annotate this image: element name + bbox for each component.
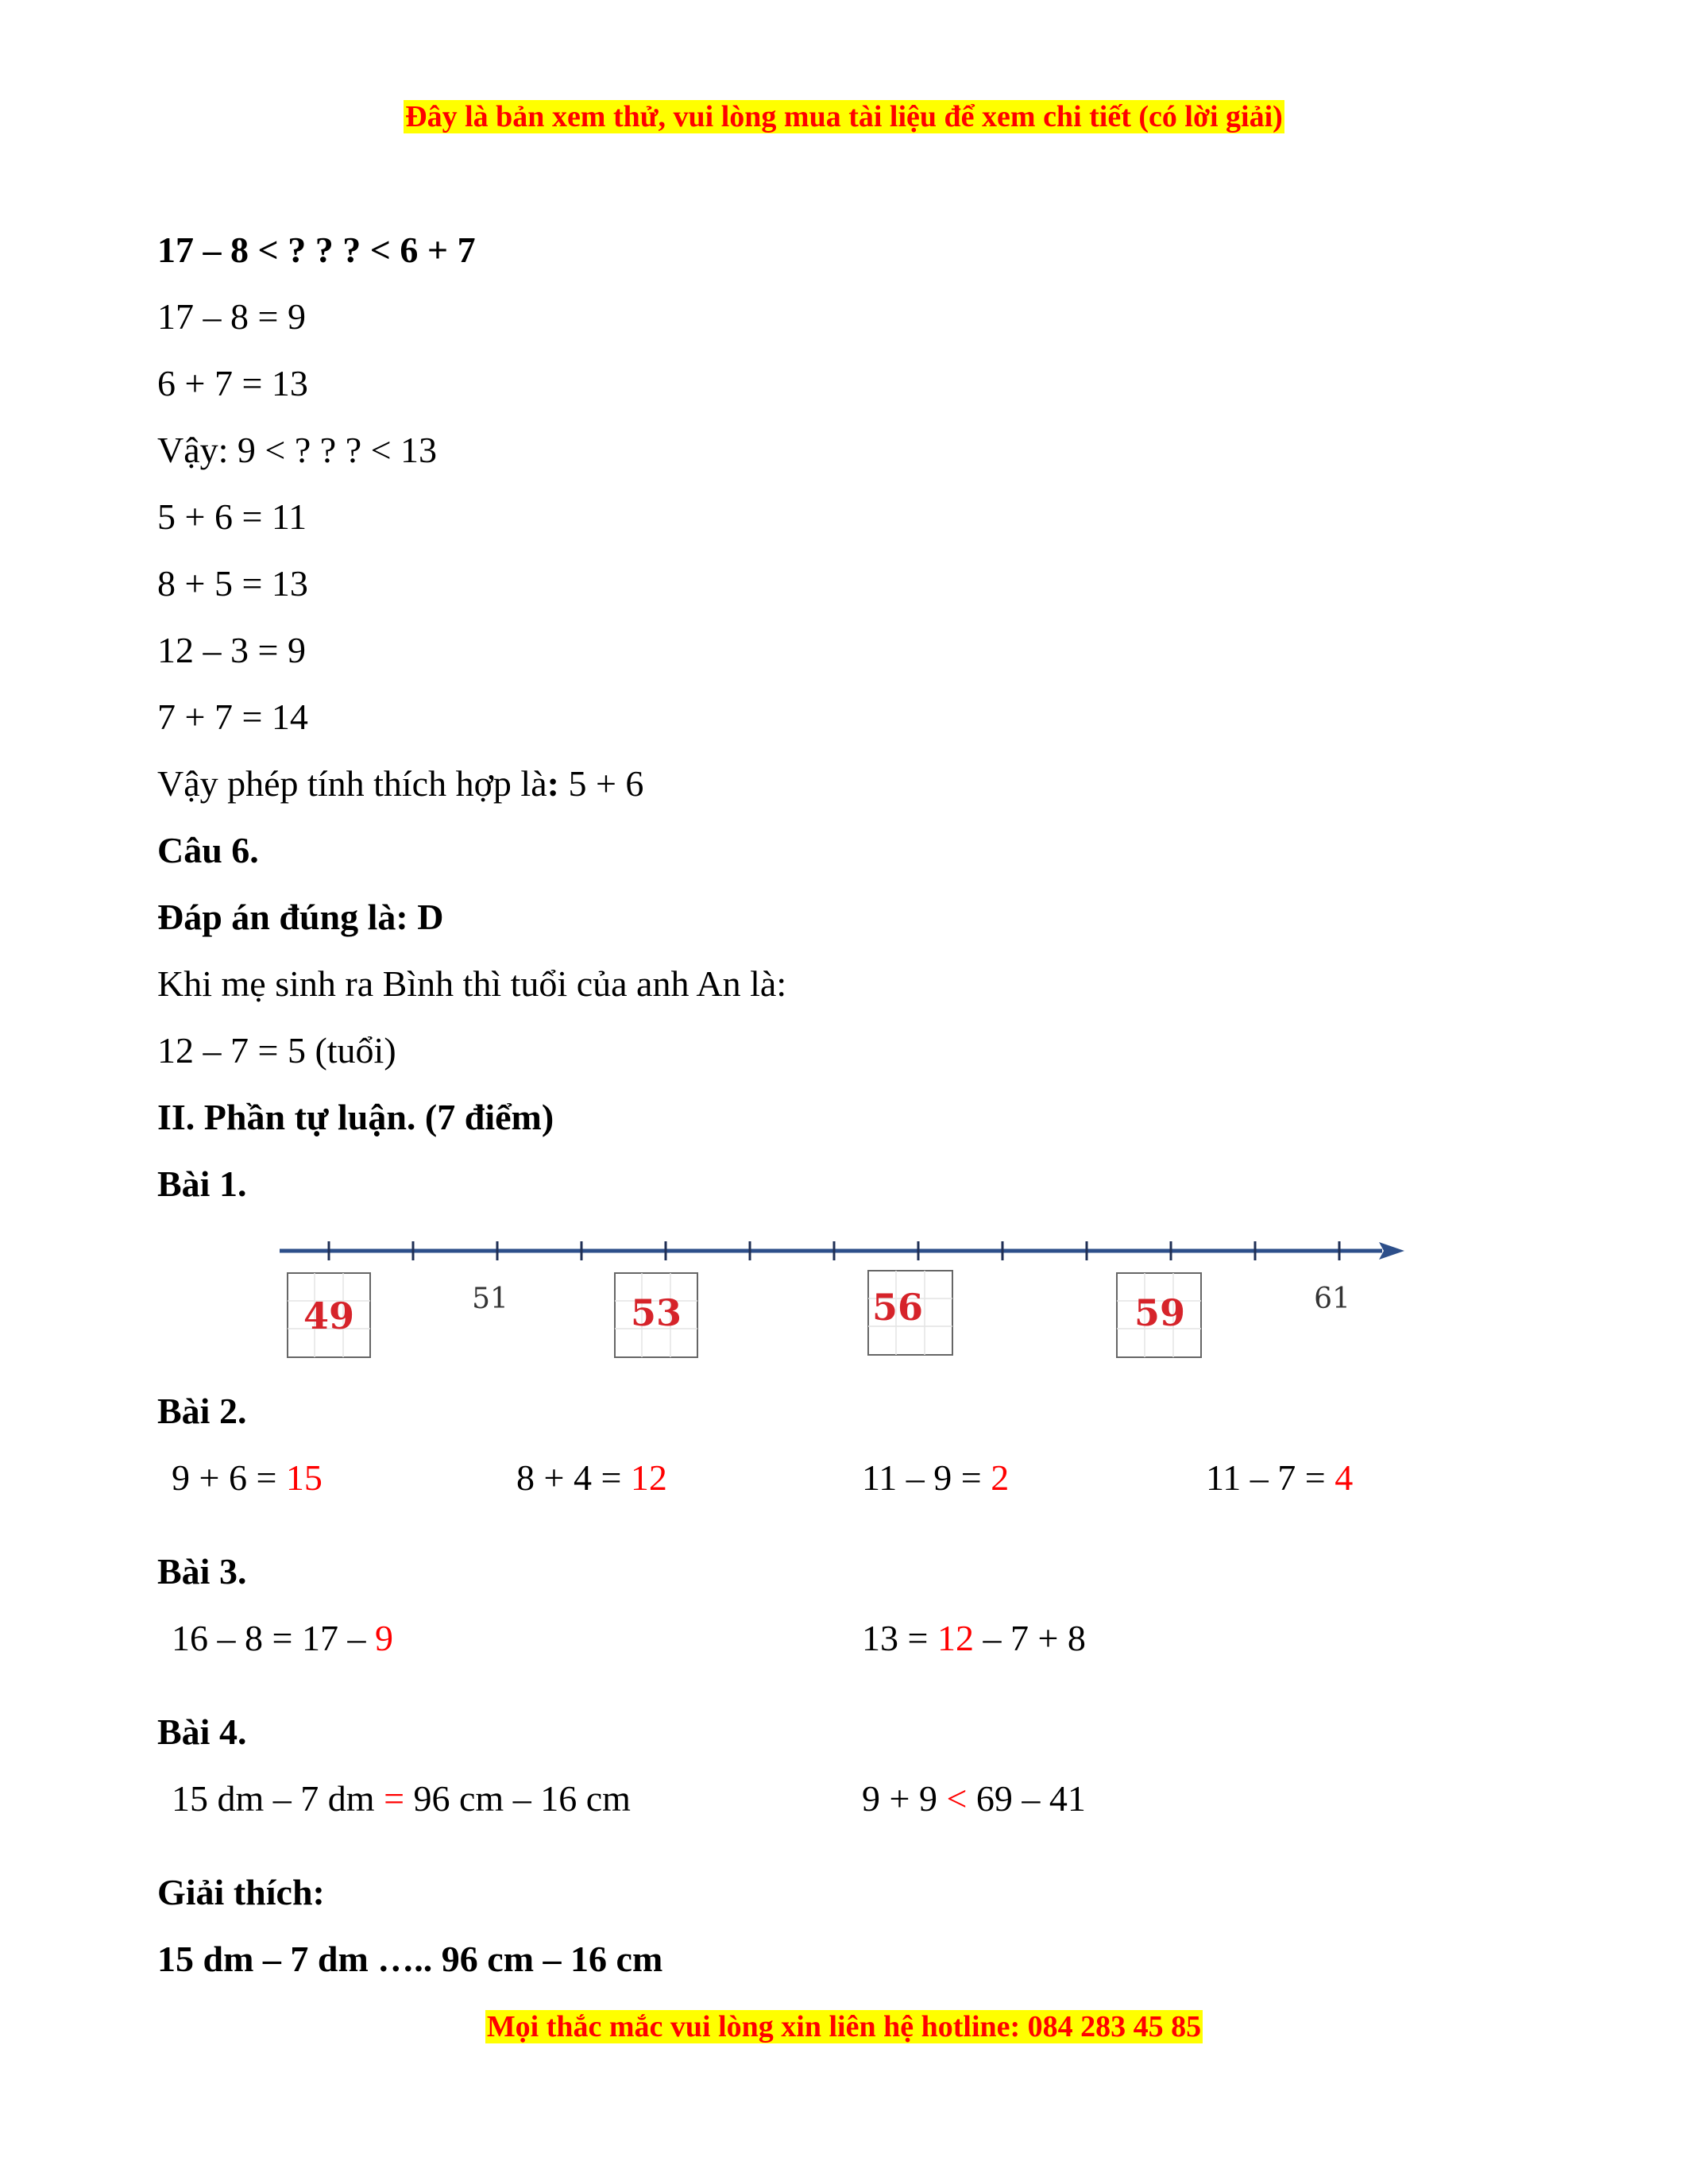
bai2-answer-3: 2 xyxy=(991,1457,1010,1498)
bai2-answer-1: 15 xyxy=(285,1457,323,1498)
giai-thich-line: 15 dm – 7 dm ….. 96 cm – 16 cm xyxy=(157,1939,663,1979)
bai3-left xyxy=(172,1617,393,1660)
calc-line-6: 12 – 3 = 9 xyxy=(157,630,306,670)
question-line: 17 – 8 < ? ? ? < 6 + 7 xyxy=(157,230,476,270)
part2-title: II. Phần tự luận. (7 điểm) xyxy=(157,1097,554,1137)
bai1-title: Bài 1. xyxy=(157,1163,247,1204)
bai2-title: Bài 2. xyxy=(157,1391,247,1431)
bai2-answer-4: 4 xyxy=(1335,1457,1354,1498)
preview-notice-banner xyxy=(0,99,1688,134)
bai2-item-2 xyxy=(516,1457,667,1499)
hotline-banner xyxy=(0,2009,1688,2044)
tick-label-51: 51 xyxy=(472,1283,508,1315)
box-value-49: 49 xyxy=(303,1295,355,1337)
answer-box-56 xyxy=(868,1271,952,1355)
bai2-expr-2: 8 + 4 = xyxy=(516,1457,631,1498)
number-line xyxy=(270,1227,1406,1370)
bai3-right xyxy=(862,1617,1086,1660)
bai3-right-suffix: – 7 + 8 xyxy=(973,1618,1086,1658)
bai4-left-b: 96 cm – 16 cm xyxy=(404,1778,631,1819)
bai2-answer-2: 12 xyxy=(630,1457,667,1498)
tick-label-61: 61 xyxy=(1314,1283,1350,1315)
calc-line-7: 7 + 7 = 14 xyxy=(157,696,308,737)
answer-box-49 xyxy=(288,1273,370,1357)
conclusion-prefix: Vậy phép tính thích hợp là xyxy=(157,763,547,804)
bai4-right-sign: < xyxy=(946,1778,968,1819)
giai-thich-title: Giải thích: xyxy=(157,1872,325,1912)
bai4-left xyxy=(172,1777,631,1820)
bai2-expr-1: 9 + 6 = xyxy=(172,1457,286,1498)
cau6-calc: 12 – 7 = 5 (tuổi) xyxy=(157,1030,396,1071)
calc-line-3: Vậy: 9 < ? ? ? < 13 xyxy=(157,430,438,470)
preview-notice-text: Đây là bản xem thử, vui lòng mua tài liệu để xem chi tiết (có lời giải) xyxy=(405,100,1283,133)
bai3-right-answer: 12 xyxy=(937,1618,974,1658)
bai2-expr-3: 11 – 9 = xyxy=(862,1457,991,1498)
box-value-56: 56 xyxy=(871,1286,924,1329)
calc-line-2: 6 + 7 = 13 xyxy=(157,363,308,403)
bai3-right-prefix: 13 = xyxy=(862,1618,937,1658)
answer-box-59 xyxy=(1117,1273,1201,1357)
bai4-right xyxy=(862,1777,1086,1820)
conclusion-line xyxy=(157,762,643,805)
bai4-left-a: 15 dm – 7 dm xyxy=(172,1778,384,1819)
bai2-item-1 xyxy=(172,1457,323,1499)
cau6-text: Khi mẹ sinh ra Bình thì tuổi của anh An là: xyxy=(157,963,787,1004)
conclusion-colon: : xyxy=(547,763,559,804)
conclusion-value: 5 + 6 xyxy=(558,763,644,804)
bai3-title: Bài 3. xyxy=(157,1551,247,1592)
cau6-answer: Đáp án đúng là: D xyxy=(157,897,444,937)
bai3-left-answer: 9 xyxy=(374,1618,393,1658)
bai4-right-b: 69 – 41 xyxy=(967,1778,1086,1819)
bai2-item-4 xyxy=(1206,1457,1353,1499)
hotline-text: Mọi thắc mắc vui lòng xin liên hệ hotline: 084 283 45 85 xyxy=(486,2010,1202,2043)
bai3-left-expr: 16 – 8 = 17 – xyxy=(172,1618,375,1658)
box-value-59: 59 xyxy=(1134,1291,1186,1334)
box-value-53: 53 xyxy=(630,1291,682,1334)
answer-box-53 xyxy=(615,1273,697,1357)
bai2-item-3 xyxy=(862,1457,1009,1499)
bai4-right-a: 9 + 9 xyxy=(862,1778,947,1819)
bai4-title: Bài 4. xyxy=(157,1711,247,1752)
calc-line-5: 8 + 5 = 13 xyxy=(157,563,308,604)
bai4-left-sign: = xyxy=(384,1778,405,1819)
calc-line-4: 5 + 6 = 11 xyxy=(157,496,307,537)
cau6-title: Câu 6. xyxy=(157,830,259,870)
calc-line-1: 17 – 8 = 9 xyxy=(157,296,306,337)
number-line-arrow xyxy=(1379,1242,1404,1260)
bai2-expr-4: 11 – 7 = xyxy=(1206,1457,1335,1498)
